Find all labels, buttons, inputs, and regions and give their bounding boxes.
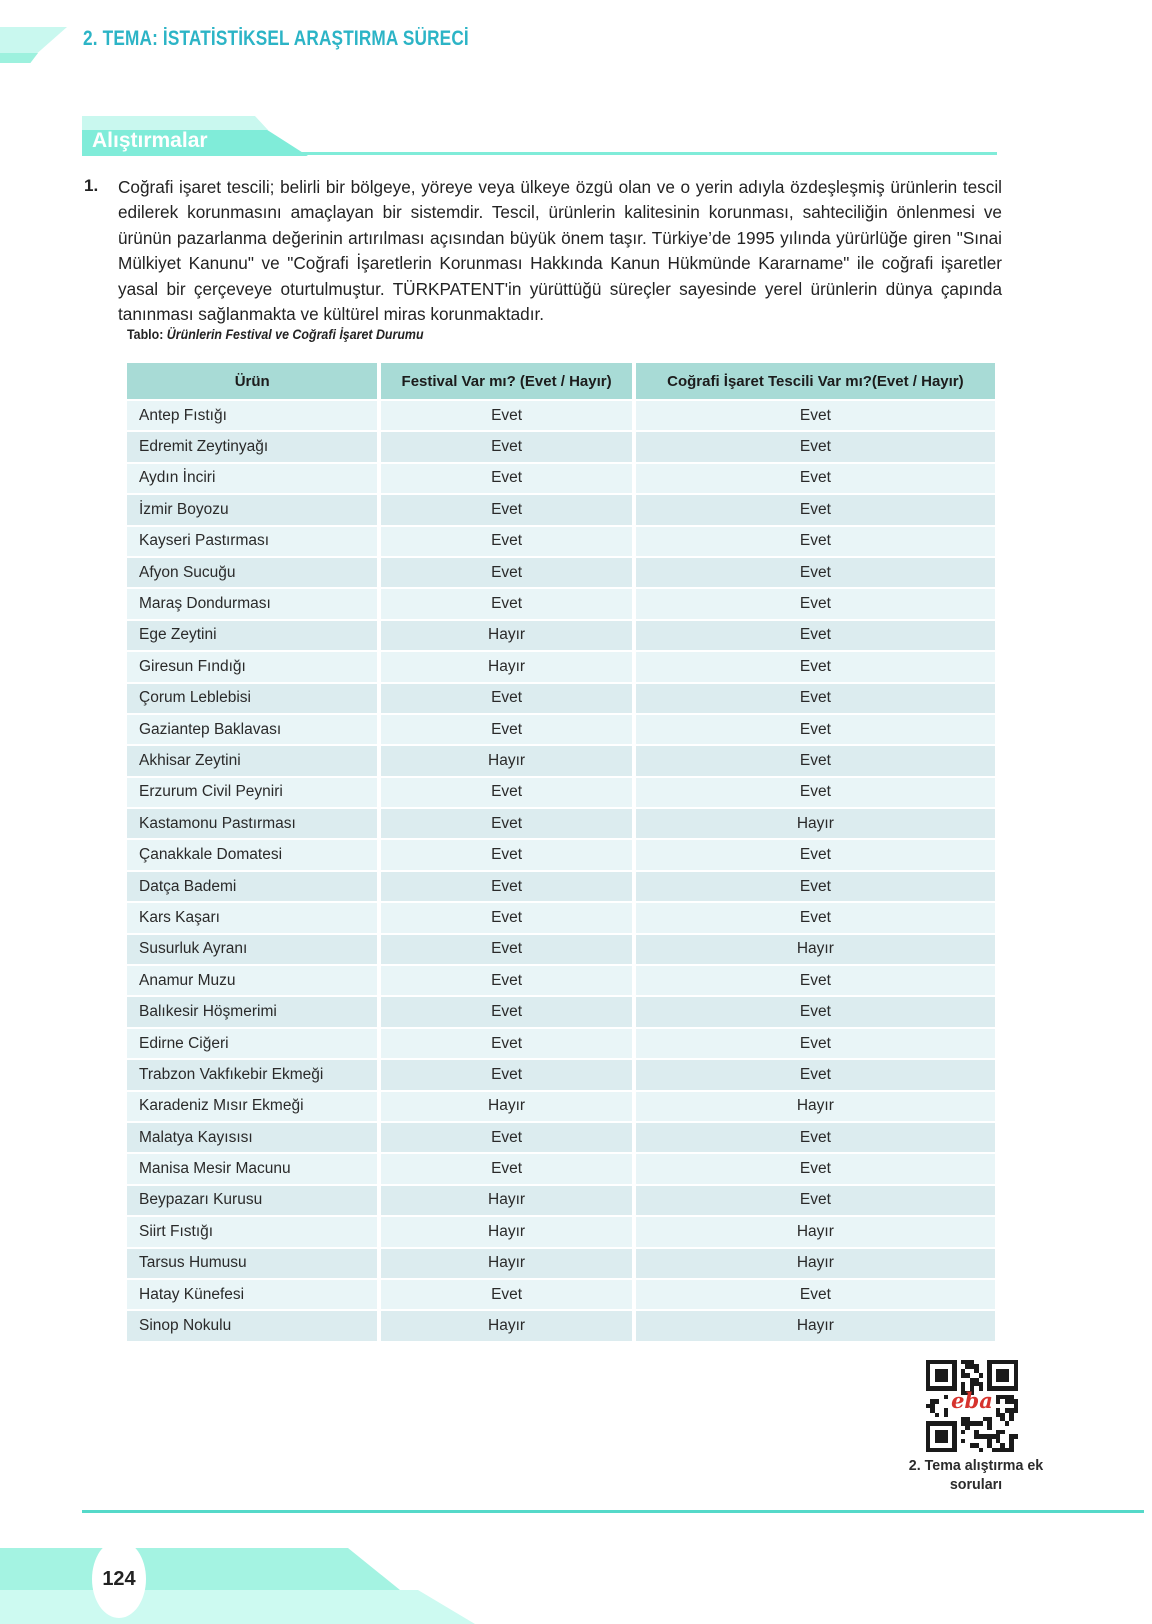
geo-indication-cell: Evet — [634, 526, 995, 557]
table-row — [127, 839, 995, 870]
geo-indication-cell: Evet — [634, 1185, 995, 1216]
festival-cell: Evet — [379, 1279, 633, 1310]
qr-caption: 2. Tema alıştırma ek soruları — [908, 1457, 1044, 1493]
festival-cell: Evet — [379, 902, 633, 933]
festival-cell: Hayır — [379, 1248, 633, 1279]
product-name-cell: Çorum Leblebisi — [127, 683, 379, 714]
exercise-text: Coğrafi işaret tescili; belirli bir bölgeye, yöreye veya ülkeye özgü olan ve o yerin adıyla özdeşleşmiş ürünlerin tescil edilerek korunmasını amaçlayan bir sistemdir. Tescil, ürünlerin kalitesinin korunması, sahteciliğin önlenmesi ve ürünün pazarlanma değerinin artırılması açısından büyük önem taşır. Türkiye’de 1995 yılında yürürlüğe giren "Sınai Mülkiyet Kanunu" ve "Coğrafi İşaretlerin Korunması Hakkında Kanun Hükmünde Kararname" ile coğrafi işaretler yasal bir çerçeveye oturtulmuştur. TÜRKPATENT'in yürüttüğü süreçler sayesinde yerel ürünlerin dünya çapında tanınması sağlanmakta ve kültürel miras korunmaktadır. — [118, 177, 1002, 325]
product-name-cell: Siirt Fıstığı — [127, 1216, 379, 1247]
product-name-cell: Hatay Künefesi — [127, 1279, 379, 1310]
festival-cell: Evet — [379, 808, 633, 839]
geo-indication-cell: Evet — [634, 557, 995, 588]
table-row — [127, 934, 995, 965]
geo-indication-cell: Evet — [634, 745, 995, 776]
chapter-header: 2. TEMA: İSTATİSTİKSEL ARAŞTIRMA SÜRECİ — [83, 27, 469, 50]
product-name-cell: Karadeniz Mısır Ekmeği — [127, 1091, 379, 1122]
table-row — [127, 463, 995, 494]
festival-cell: Evet — [379, 494, 633, 525]
geo-indication-cell: Evet — [634, 400, 995, 431]
table-row — [127, 1279, 995, 1310]
table-caption-prefix: Tablo: — [127, 327, 164, 342]
geo-indication-cell: Evet — [634, 871, 995, 902]
footer-deco-band-light — [0, 1590, 475, 1624]
header-row — [127, 363, 995, 400]
geo-indication-cell: Evet — [634, 996, 995, 1027]
product-name-cell: Manisa Mesir Macunu — [127, 1153, 379, 1184]
table-row — [127, 1248, 995, 1279]
product-name-cell: Sinop Nokulu — [127, 1310, 379, 1340]
table-row — [127, 400, 995, 431]
geo-indication-cell: Evet — [634, 1279, 995, 1310]
product-name-cell: Ege Zeytini — [127, 620, 379, 651]
column-header-product: Ürün — [127, 363, 379, 400]
product-name-cell: Anamur Muzu — [127, 965, 379, 996]
table-row — [127, 714, 995, 745]
festival-cell: Evet — [379, 1028, 633, 1059]
table-row — [127, 808, 995, 839]
geo-indication-cell: Hayır — [634, 1091, 995, 1122]
footer-divider-line — [82, 1510, 1144, 1513]
table-row — [127, 494, 995, 525]
festival-cell: Evet — [379, 400, 633, 431]
product-name-cell: Akhisar Zeytini — [127, 745, 379, 776]
geo-indication-cell: Hayır — [634, 1248, 995, 1279]
geo-indication-cell: Evet — [634, 683, 995, 714]
eba-logo: eba — [951, 1388, 993, 1413]
table-row — [127, 1122, 995, 1153]
product-name-cell: Erzurum Civil Peyniri — [127, 777, 379, 808]
table-row — [127, 1216, 995, 1247]
table-row — [127, 996, 995, 1027]
product-name-cell: İzmir Boyozu — [127, 494, 379, 525]
product-name-cell: Çanakkale Domatesi — [127, 839, 379, 870]
top-left-deco-shape-small — [0, 53, 38, 63]
product-name-cell: Edremit Zeytinyağı — [127, 431, 379, 462]
geo-indication-cell: Evet — [634, 620, 995, 651]
product-name-cell: Giresun Fındığı — [127, 651, 379, 682]
festival-cell: Hayır — [379, 1216, 633, 1247]
product-name-cell: Malatya Kayısısı — [127, 1122, 379, 1153]
table-row — [127, 965, 995, 996]
table-row — [127, 1059, 995, 1090]
top-left-deco-shape — [0, 27, 67, 53]
festival-cell: Hayır — [379, 1091, 633, 1122]
festival-cell: Evet — [379, 871, 633, 902]
products-table-body — [127, 400, 995, 1341]
geo-indication-cell: Evet — [634, 902, 995, 933]
product-name-cell: Edirne Ciğeri — [127, 1028, 379, 1059]
table-row — [127, 745, 995, 776]
products-table-header — [127, 363, 995, 400]
column-header-geo-indication: Coğrafi İşaret Tescili Var mı?(Evet / Hayır) — [634, 363, 995, 400]
festival-cell: Hayır — [379, 1310, 633, 1340]
geo-indication-cell: Evet — [634, 839, 995, 870]
product-name-cell: Kayseri Pastırması — [127, 526, 379, 557]
geo-indication-cell: Evet — [634, 463, 995, 494]
festival-cell: Hayır — [379, 620, 633, 651]
footer-deco-band-medium — [0, 1548, 400, 1590]
table-row — [127, 683, 995, 714]
geo-indication-cell: Evet — [634, 1122, 995, 1153]
geo-indication-cell: Evet — [634, 965, 995, 996]
product-name-cell: Maraş Dondurması — [127, 588, 379, 619]
festival-cell: Evet — [379, 1122, 633, 1153]
table-row — [127, 1091, 995, 1122]
festival-cell: Evet — [379, 934, 633, 965]
festival-cell: Evet — [379, 777, 633, 808]
table-row — [127, 871, 995, 902]
geo-indication-cell: Evet — [634, 714, 995, 745]
section-banner-light-strip — [82, 116, 268, 130]
product-name-cell: Afyon Sucuğu — [127, 557, 379, 588]
geo-indication-cell: Hayır — [634, 1216, 995, 1247]
table-row — [127, 526, 995, 557]
product-name-cell: Gaziantep Baklavası — [127, 714, 379, 745]
festival-cell: Hayır — [379, 745, 633, 776]
product-name-cell: Balıkesir Höşmerimi — [127, 996, 379, 1027]
geo-indication-cell: Hayır — [634, 1310, 995, 1340]
festival-cell: Evet — [379, 683, 633, 714]
column-header-festival: Festival Var mı? (Evet / Hayır) — [379, 363, 633, 400]
festival-cell: Evet — [379, 965, 633, 996]
festival-cell: Hayır — [379, 651, 633, 682]
geo-indication-cell: Evet — [634, 1153, 995, 1184]
geo-indication-cell: Evet — [634, 588, 995, 619]
table-row — [127, 557, 995, 588]
festival-cell: Evet — [379, 1153, 633, 1184]
product-name-cell: Antep Fıstığı — [127, 400, 379, 431]
qr-module — [1014, 1448, 1018, 1452]
festival-cell: Evet — [379, 714, 633, 745]
product-name-cell: Susurluk Ayranı — [127, 934, 379, 965]
product-name-cell: Beypazarı Kurusu — [127, 1185, 379, 1216]
festival-cell: Evet — [379, 557, 633, 588]
qr-code — [926, 1360, 1018, 1452]
table-row — [127, 1028, 995, 1059]
table-row — [127, 431, 995, 462]
exercise-number: 1. — [84, 176, 99, 195]
table-row — [127, 620, 995, 651]
festival-cell: Evet — [379, 996, 633, 1027]
product-name-cell: Kastamonu Pastırması — [127, 808, 379, 839]
table-caption — [127, 327, 424, 342]
table-row — [127, 1185, 995, 1216]
festival-cell: Evet — [379, 526, 633, 557]
geo-indication-cell: Hayır — [634, 808, 995, 839]
product-name-cell: Tarsus Humusu — [127, 1248, 379, 1279]
table-row — [127, 588, 995, 619]
festival-cell: Hayır — [379, 1185, 633, 1216]
product-name-cell: Aydın İnciri — [127, 463, 379, 494]
page-number: 124 — [102, 1567, 136, 1590]
table-row — [127, 651, 995, 682]
festival-cell: Evet — [379, 463, 633, 494]
product-name-cell: Kars Kaşarı — [127, 902, 379, 933]
page-number-badge — [92, 1540, 146, 1618]
table-row — [127, 777, 995, 808]
geo-indication-cell: Evet — [634, 777, 995, 808]
section-title: Alıştırmalar — [92, 129, 208, 152]
festival-cell: Evet — [379, 1059, 633, 1090]
table-row — [127, 1153, 995, 1184]
geo-indication-cell: Evet — [634, 494, 995, 525]
product-name-cell: Datça Bademi — [127, 871, 379, 902]
geo-indication-cell: Evet — [634, 1059, 995, 1090]
geo-indication-cell: Evet — [634, 651, 995, 682]
festival-cell: Evet — [379, 839, 633, 870]
table-caption-title: Ürünlerin Festival ve Coğrafi İşaret Durumu — [166, 327, 424, 342]
geo-indication-cell: Hayır — [634, 934, 995, 965]
table-row — [127, 902, 995, 933]
product-name-cell: Trabzon Vakfıkebir Ekmeği — [127, 1059, 379, 1090]
geo-indication-cell: Evet — [634, 431, 995, 462]
festival-cell: Evet — [379, 431, 633, 462]
festival-cell: Evet — [379, 588, 633, 619]
table-row — [127, 1310, 995, 1340]
geo-indication-cell: Evet — [634, 1028, 995, 1059]
products-table — [127, 363, 995, 1341]
